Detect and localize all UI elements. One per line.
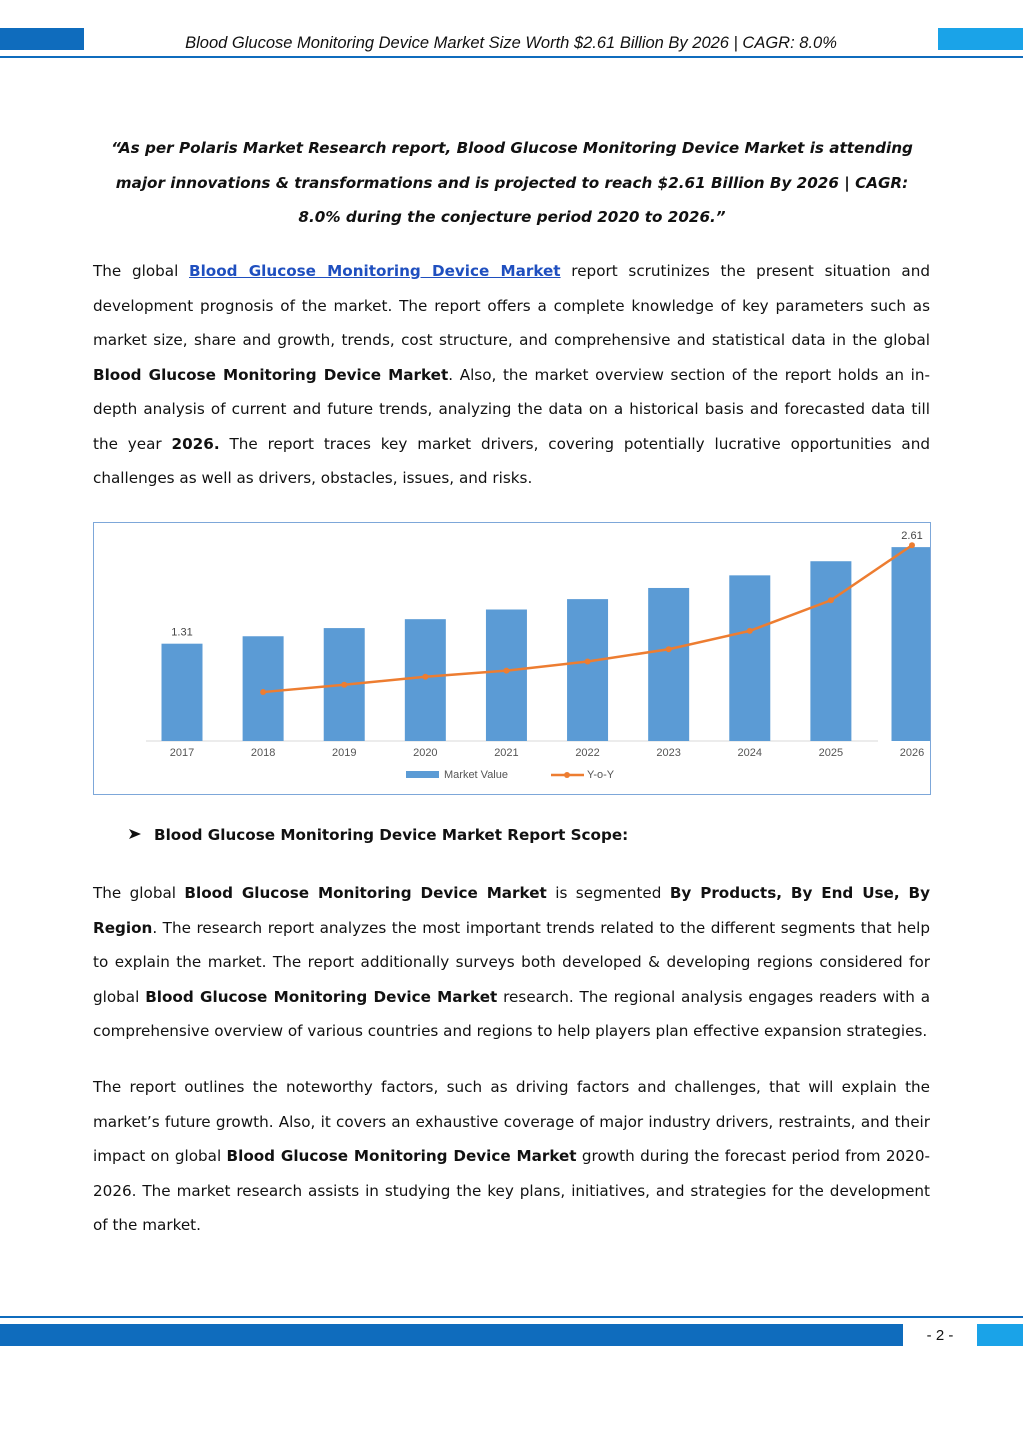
bold-market-name: Blood Glucose Monitoring Device Market <box>93 365 449 384</box>
text-span: is segmented <box>546 884 670 902</box>
bar-2024 <box>729 575 770 741</box>
market-chart-svg <box>94 523 930 794</box>
x-tick-label: 2019 <box>331 747 357 759</box>
yoy-point <box>585 658 591 664</box>
market-report-link[interactable]: Blood Glucose Monitoring Device Market <box>189 262 561 280</box>
text-span: growth during the forecast period from 2020-2026. The market research assists in studying the key plans, initiatives, and strategies for the development of the market. <box>93 1147 930 1234</box>
bold-market-name: Blood Glucose Monitoring Device Market <box>184 884 547 902</box>
x-tick-label: 2024 <box>737 747 763 759</box>
x-tick-label: 2021 <box>494 747 519 759</box>
bold-segments: By Products, By End Use, By Region <box>93 884 930 937</box>
footer-accent-block-right <box>977 1324 1023 1346</box>
footer-accent-bar <box>0 1324 903 1346</box>
bar-2023 <box>648 588 689 741</box>
x-tick-label: 2023 <box>656 747 681 759</box>
text-span: report scrutinizes the present situation and development prognosis of the market. The report offers a complete knowledge of key parameters such as market size, share and growth, trends, cost structure, and comprehensive and statistical data in the global <box>93 262 930 349</box>
paragraph-overview <box>93 254 930 496</box>
bar-2022 <box>567 599 608 741</box>
scope-heading <box>128 826 628 844</box>
bar-2025 <box>810 561 851 741</box>
intro-quote: “As per Polaris Market Research report, Blood Glucose Monitoring Device Market is attending major innovations & transformations and is projected to reach $2.61 Billion By 2026 | CAGR: 8.0% during the conjecture period 2020 to 2026.” <box>111 139 913 226</box>
text-span: The global <box>93 262 190 280</box>
text-span: The report traces key market drivers, covering potentially lucrative opportunities and challenges as well as drivers, obstacles, issues, and risks. <box>93 434 931 487</box>
legend-market-value-swatch <box>406 771 439 778</box>
x-tick-label: 2022 <box>575 747 600 759</box>
yoy-point <box>422 674 428 680</box>
x-tick-label: 2025 <box>818 747 844 759</box>
yoy-point <box>341 682 347 688</box>
page-number: - 2 - <box>926 1327 954 1344</box>
market-chart <box>93 522 931 795</box>
scope-heading-text: Blood Glucose Monitoring Device Market Report Scope: <box>154 826 629 844</box>
data-label-2017: 1.31 <box>171 626 193 639</box>
footer-divider <box>0 1316 1023 1318</box>
bold-market-name: Blood Glucose Monitoring Device Market <box>226 1147 577 1165</box>
data-label-2026: 2.61 <box>901 530 923 543</box>
legend-market-value-label: Market Value <box>444 769 508 781</box>
text-span: The report outlines the noteworthy factors, such as driving factors and challenges, that will explain the market’s future growth. Also, it covers an exhaustive coverage of major industry drivers, restraints, and their impact on global <box>93 1078 930 1165</box>
paragraph-growth-factors <box>93 1070 930 1243</box>
yoy-point <box>260 689 266 695</box>
paragraph-segmentation <box>93 876 930 1049</box>
bar-2020 <box>405 619 446 741</box>
legend-yoy-label: Y-o-Y <box>587 769 615 781</box>
header-divider <box>0 56 1023 58</box>
yoy-point <box>909 542 915 548</box>
text-span: research. The regional analysis engages readers with a comprehensive overview of various countries and regions to help players plan effective expansion strategies. <box>93 987 931 1040</box>
bar-2017 <box>162 644 203 741</box>
bold-year: 2026. <box>171 434 220 453</box>
x-tick-label: 2020 <box>413 747 438 759</box>
bar-2018 <box>243 636 284 741</box>
legend-yoy-swatch-point <box>564 772 570 778</box>
bar-2021 <box>486 610 527 741</box>
text-span: . The research report analyzes the most important trends related to the different segments that help to explain the market. The report additionally surveys both developed & developing regions considered for global <box>93 918 930 1006</box>
page-header-title: Blood Glucose Monitoring Device Market Size Worth $2.61 Billion By 2026 | CAGR: 8.0% <box>185 34 837 52</box>
header-accent-block-right <box>938 28 1023 50</box>
x-tick-label: 2026 <box>899 747 925 759</box>
yoy-point <box>666 646 672 652</box>
x-tick-label: 2018 <box>250 747 276 759</box>
x-tick-label: 2017 <box>169 747 195 759</box>
yoy-point <box>503 668 509 674</box>
text-span: . Also, the market overview section of the report holds an in-depth analysis of current and future trends, analyzing the data on a historical basis and forecasted data till the year <box>93 365 930 453</box>
text-span: The global <box>93 884 185 902</box>
bar-2026 <box>892 547 931 741</box>
header-accent-block-left <box>0 28 84 50</box>
yoy-point <box>747 628 753 634</box>
yoy-point <box>828 597 834 603</box>
bold-market-name: Blood Glucose Monitoring Device Market <box>145 987 498 1006</box>
arrow-bullet-icon <box>128 826 154 844</box>
